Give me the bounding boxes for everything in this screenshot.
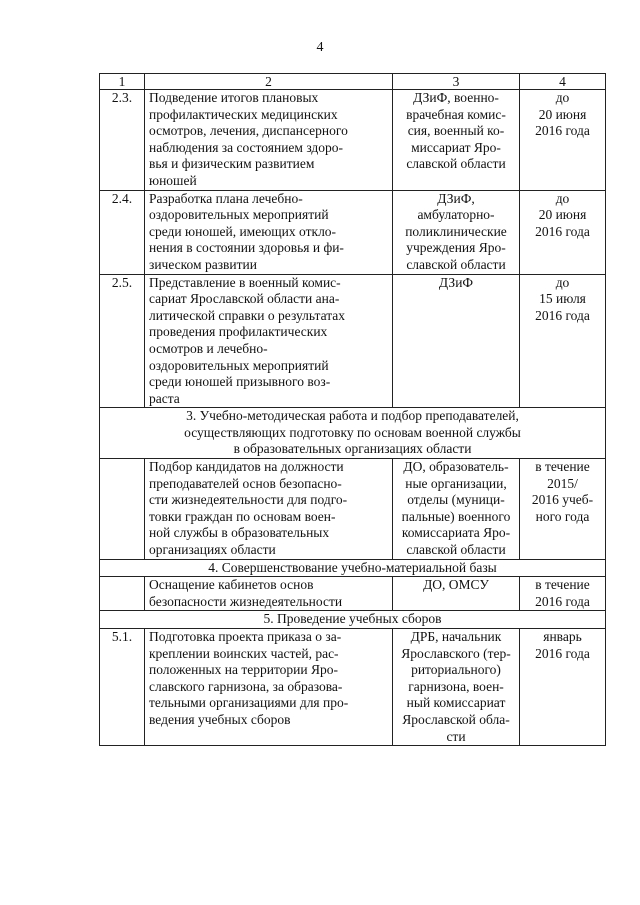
task-description-line: славского гарнизона, за образова-: [149, 678, 343, 694]
executor-line: миссариат Яро-: [411, 139, 501, 155]
task-description-line: профилактических медицинских: [149, 106, 338, 122]
plan-table: [99, 73, 606, 746]
table-row: [100, 577, 606, 611]
executor-line: сия, военный ко-: [407, 123, 505, 139]
section-title-line: 4. Совершенствование учебно-материальной базы: [208, 559, 497, 575]
item-number: 2.5.: [100, 274, 145, 408]
section-heading-row: [100, 408, 606, 459]
executor-line: славской области: [406, 542, 506, 558]
task-description-line: Оснащение кабинетов основ: [149, 577, 314, 593]
executor-line: ДРБ, начальник: [410, 629, 502, 644]
executor-line: ДЗиФ, военно-: [413, 90, 499, 105]
executor: [393, 459, 520, 560]
deadline: [520, 90, 606, 191]
deadline-line: до: [555, 190, 570, 206]
deadline-line: 15 июля: [539, 291, 586, 307]
task-description-line: организациях области: [149, 542, 276, 558]
deadline-line: 2016 учеб-: [531, 492, 594, 508]
task-description-line: тельными организациями для про-: [149, 695, 349, 711]
deadline: [520, 629, 606, 746]
executor-line: Ярославского (тер-: [401, 645, 511, 661]
table-row: [100, 459, 606, 560]
task-description-line: среди юношей, имеющих откло-: [149, 223, 337, 239]
executor-line: отделы (муници-: [407, 492, 505, 508]
task-description-line: ной службы в образовательных: [149, 525, 330, 541]
deadline: [520, 274, 606, 408]
executor-line: поликлинические: [405, 223, 507, 239]
task-description: [145, 577, 393, 611]
section-heading-row: [100, 559, 606, 577]
task-description: [145, 629, 393, 746]
task-description-line: Представление в военный комис-: [149, 274, 341, 290]
deadline-line: январь: [543, 629, 582, 644]
task-description-line: положенных на территории Яро-: [149, 662, 338, 678]
deadline-line: 2015/: [547, 475, 578, 491]
executor: [393, 629, 520, 746]
table-row: [100, 190, 606, 274]
section-title-line: осуществляющих подготовку по основам военной службы: [184, 424, 521, 440]
task-description-line: проведения профилактических: [149, 324, 328, 340]
task-description-line: безопасности жизнедеятельности: [149, 593, 343, 609]
section-title-line: в образовательных организациях области: [233, 441, 472, 457]
executor-line: гарнизона, воен-: [408, 678, 504, 694]
task-description-line: наблюдения за состоянием здоро-: [149, 139, 344, 155]
task-description-line: осмотров, лечения, диспансерного: [149, 123, 348, 139]
deadline: [520, 190, 606, 274]
deadline-line: 2016 года: [535, 123, 590, 139]
deadline-line: 2016 года: [535, 307, 590, 323]
executor-line: ДО, ОМСУ: [423, 577, 489, 593]
deadline-line: 20 июня: [538, 106, 587, 122]
task-description-line: зическом развитии: [149, 256, 257, 272]
executor: [393, 90, 520, 191]
section-heading-row: [100, 611, 606, 629]
task-description-line: сариат Ярославской области ана-: [149, 291, 340, 307]
task-description-line: товки граждан по основам воен-: [149, 508, 336, 524]
deadline-line: 2016 года: [535, 645, 590, 661]
deadline-line: 2016 года: [535, 593, 590, 609]
table-row: [100, 274, 606, 408]
item-number: 5.1.: [100, 629, 145, 746]
task-description-line: оздоровительных мероприятий: [149, 357, 329, 373]
section-title: [100, 408, 606, 459]
section-title-line: 3. Учебно-методическая работа и подбор преподавателей,: [186, 408, 519, 424]
task-description-line: осмотров и лечебно-: [149, 340, 268, 356]
task-description-line: Подведение итогов плановых: [149, 90, 319, 105]
deadline: [520, 577, 606, 611]
page-number: 4: [316, 40, 324, 55]
task-description-line: оздоровительных мероприятий: [149, 207, 329, 223]
table-row: [100, 629, 606, 746]
deadline-line: до: [555, 274, 570, 290]
item-number: [100, 459, 145, 560]
deadline-line: ного года: [535, 508, 590, 524]
item-number: 2.4.: [100, 190, 145, 274]
header-col-3: 3: [393, 74, 520, 90]
executor-line: славской области: [406, 256, 506, 272]
executor: [393, 190, 520, 274]
item-number: [100, 577, 145, 611]
executor-line: ный комиссариат: [406, 695, 506, 711]
deadline-line: в течение: [535, 577, 590, 593]
task-description-line: Подбор кандидатов на должности: [149, 459, 344, 475]
executor-line: ДЗиФ,: [437, 190, 475, 206]
task-description-line: Разработка плана лечебно-: [149, 190, 303, 206]
executor: [393, 274, 520, 408]
executor-line: сти: [446, 728, 466, 744]
header-col-1: 1: [100, 74, 145, 90]
task-description-line: литической справки о результатах: [149, 307, 346, 323]
executor-line: пальные) военного: [401, 508, 511, 524]
executor-line: учреждения Яро-: [406, 240, 506, 256]
task-description: [145, 459, 393, 560]
deadline-line: 20 июня: [538, 207, 587, 223]
task-description-line: юношей: [149, 172, 197, 188]
task-description-line: Подготовка проекта приказа о за-: [149, 629, 342, 644]
section-title: [100, 611, 606, 629]
header-col-2: 2: [145, 74, 393, 90]
task-description: [145, 190, 393, 274]
task-description-line: раста: [149, 390, 180, 406]
item-number: 2.3.: [100, 90, 145, 191]
task-description: [145, 90, 393, 191]
executor-line: комиссариата Яро-: [401, 525, 511, 541]
executor: [393, 577, 520, 611]
task-description-line: сти жизнедеятельности для подго-: [149, 492, 348, 508]
section-title-line: 5. Проведение учебных сборов: [263, 611, 442, 627]
table-row: [100, 90, 606, 191]
executor-line: амбулаторно-: [417, 207, 495, 223]
table-header-row: [100, 74, 606, 90]
header-col-4: 4: [520, 74, 606, 90]
executor-line: ДО, образователь-: [403, 459, 509, 475]
executor-line: ДЗиФ: [438, 274, 474, 290]
executor-line: славской области: [406, 156, 506, 172]
task-description-line: креплении воинских частей, рас-: [149, 645, 339, 661]
task-description-line: нения в состоянии здоровья и фи-: [149, 240, 344, 256]
executor-line: врачебная комис-: [406, 106, 506, 122]
task-description-line: среди юношей призывного воз-: [149, 374, 331, 390]
executor-line: риториального): [411, 662, 501, 678]
executor-line: ные организации,: [405, 475, 507, 491]
executor-line: Ярославской обла-: [402, 711, 510, 727]
task-description-line: ведения учебных сборов: [149, 711, 291, 727]
deadline-line: 2016 года: [535, 223, 590, 239]
deadline-line: в течение: [535, 459, 590, 475]
deadline-line: до: [555, 90, 570, 105]
section-title: [100, 559, 606, 577]
deadline: [520, 459, 606, 560]
task-description-line: преподавателей основ безопасно-: [149, 475, 342, 491]
task-description: [145, 274, 393, 408]
task-description-line: вья и физическим развитием: [149, 156, 315, 172]
